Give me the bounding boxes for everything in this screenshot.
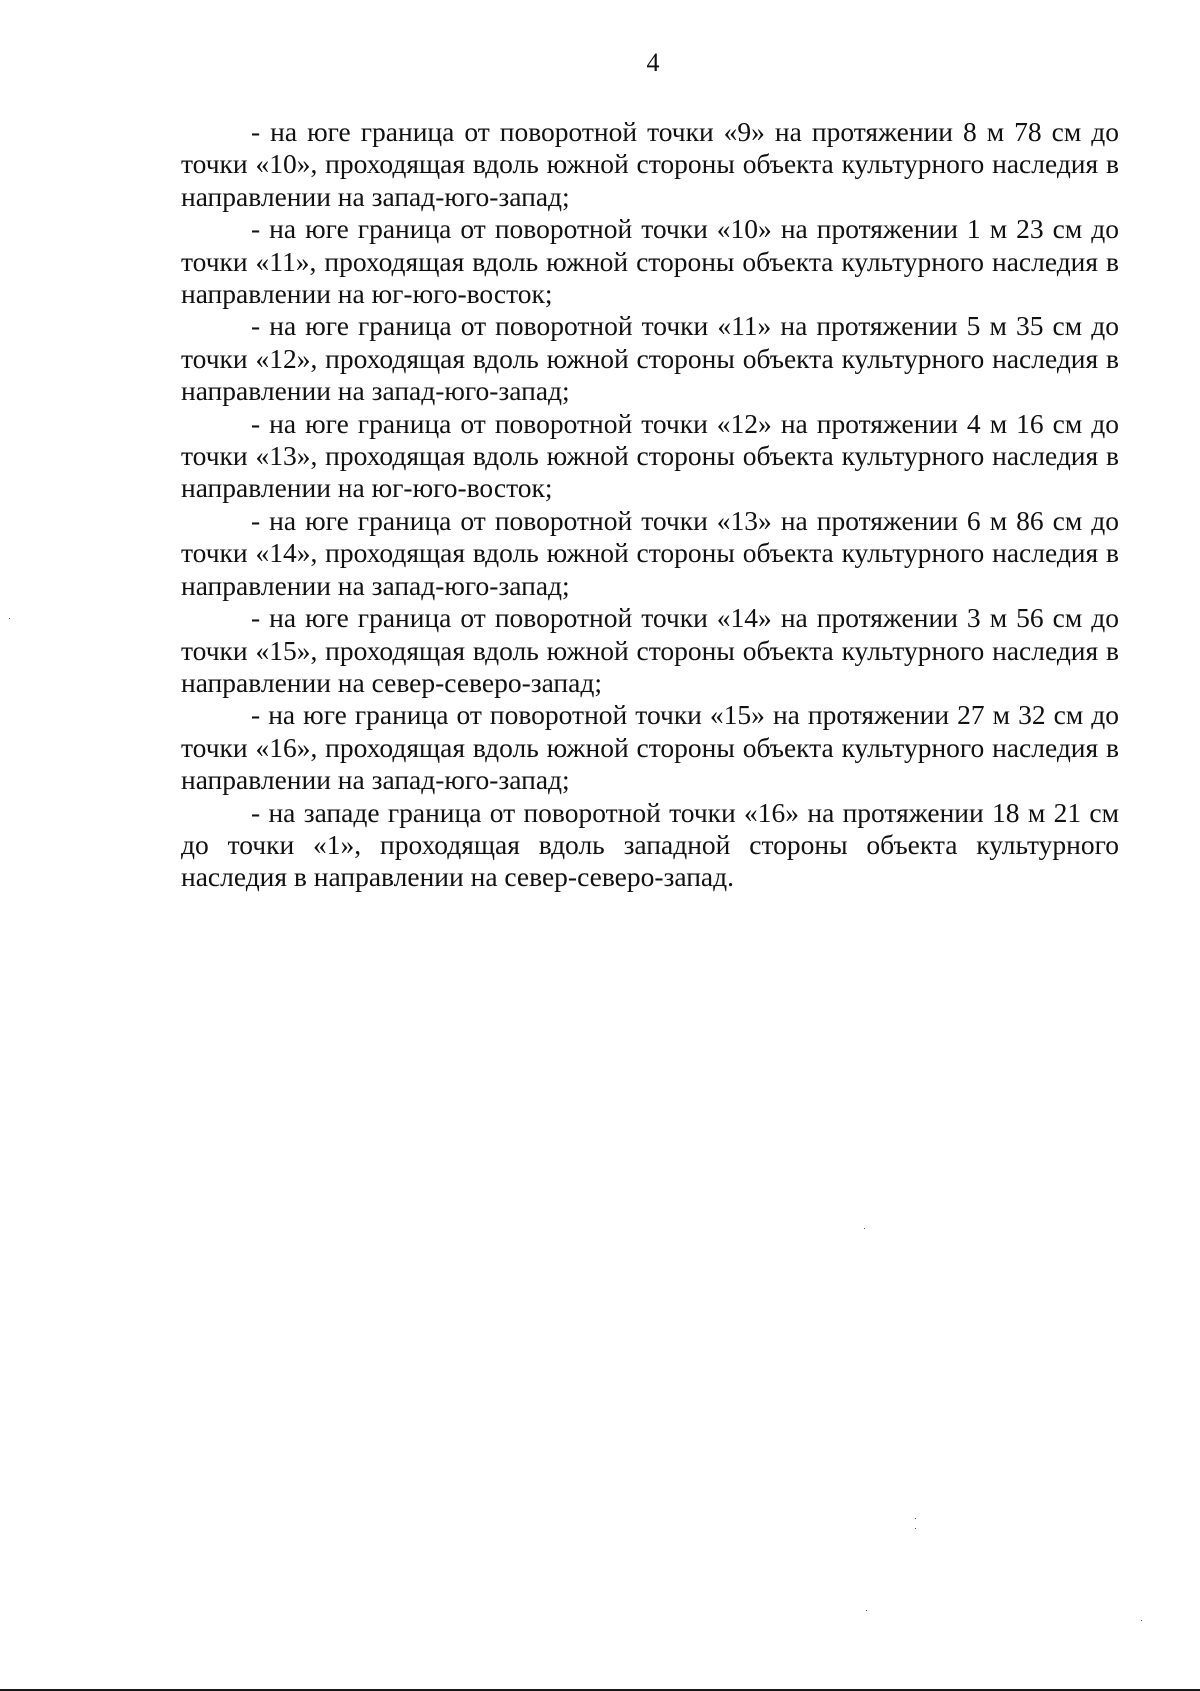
- boundary-paragraph-7: - на юге граница от поворотной точки «15» на протяжении 27 м 32 см до точки «16», проходящая вдоль южной стороны объекта культурного наследия в направлении на запад-юго-запад;: [181, 699, 1119, 796]
- page-number: 4: [646, 48, 660, 77]
- scan-speck: [866, 1610, 867, 1611]
- scan-speck: [915, 1518, 916, 1519]
- boundary-paragraph-4: - на юге граница от поворотной точки «12» на протяжении 4 м 16 см до точки «13», проходящая вдоль южной стороны объекта культурного наследия в направлении на юг-юго-восток;: [181, 407, 1119, 504]
- scan-speck: [864, 1228, 865, 1229]
- boundary-paragraph-8: - на западе граница от поворотной точки «16» на протяжении 18 м 21 см до точки «1», проходящая вдоль западной стороны объекта культурного наследия в направлении на север-северо-запад.: [181, 796, 1119, 893]
- scan-speck: [9, 618, 10, 619]
- scan-speck: [915, 1528, 916, 1529]
- document-body: [181, 116, 1119, 894]
- boundary-paragraph-2: - на юге граница от поворотной точки «10» на протяжении 1 м 23 см до точки «11», проходящая вдоль южной стороны объекта культурного наследия в направлении на юг-юго-восток;: [181, 213, 1119, 310]
- scan-speck: [1141, 1620, 1142, 1621]
- boundary-paragraph-6: - на юге граница от поворотной точки «14» на протяжении 3 м 56 см до точки «15», проходящая вдоль южной стороны объекта культурного наследия в направлении на север-северо-запад;: [181, 602, 1119, 698]
- boundary-paragraph-5: - на юге граница от поворотной точки «13» на протяжении 6 м 86 см до точки «14», проходящая вдоль южной стороны объекта культурного наследия в направлении на запад-юго-запад;: [181, 504, 1119, 601]
- boundary-paragraph-3: - на юге граница от поворотной точки «11» на протяжении 5 м 35 см до точки «12», проходящая вдоль южной стороны объекта культурного наследия в направлении на запад-юго-запад;: [181, 310, 1119, 407]
- boundary-paragraph-1: - на юге граница от поворотной точки «9» на протяжении 8 м 78 см до точки «10», проходящая вдоль южной стороны объекта культурного наследия в направлении на запад-юго-запад;: [181, 116, 1119, 212]
